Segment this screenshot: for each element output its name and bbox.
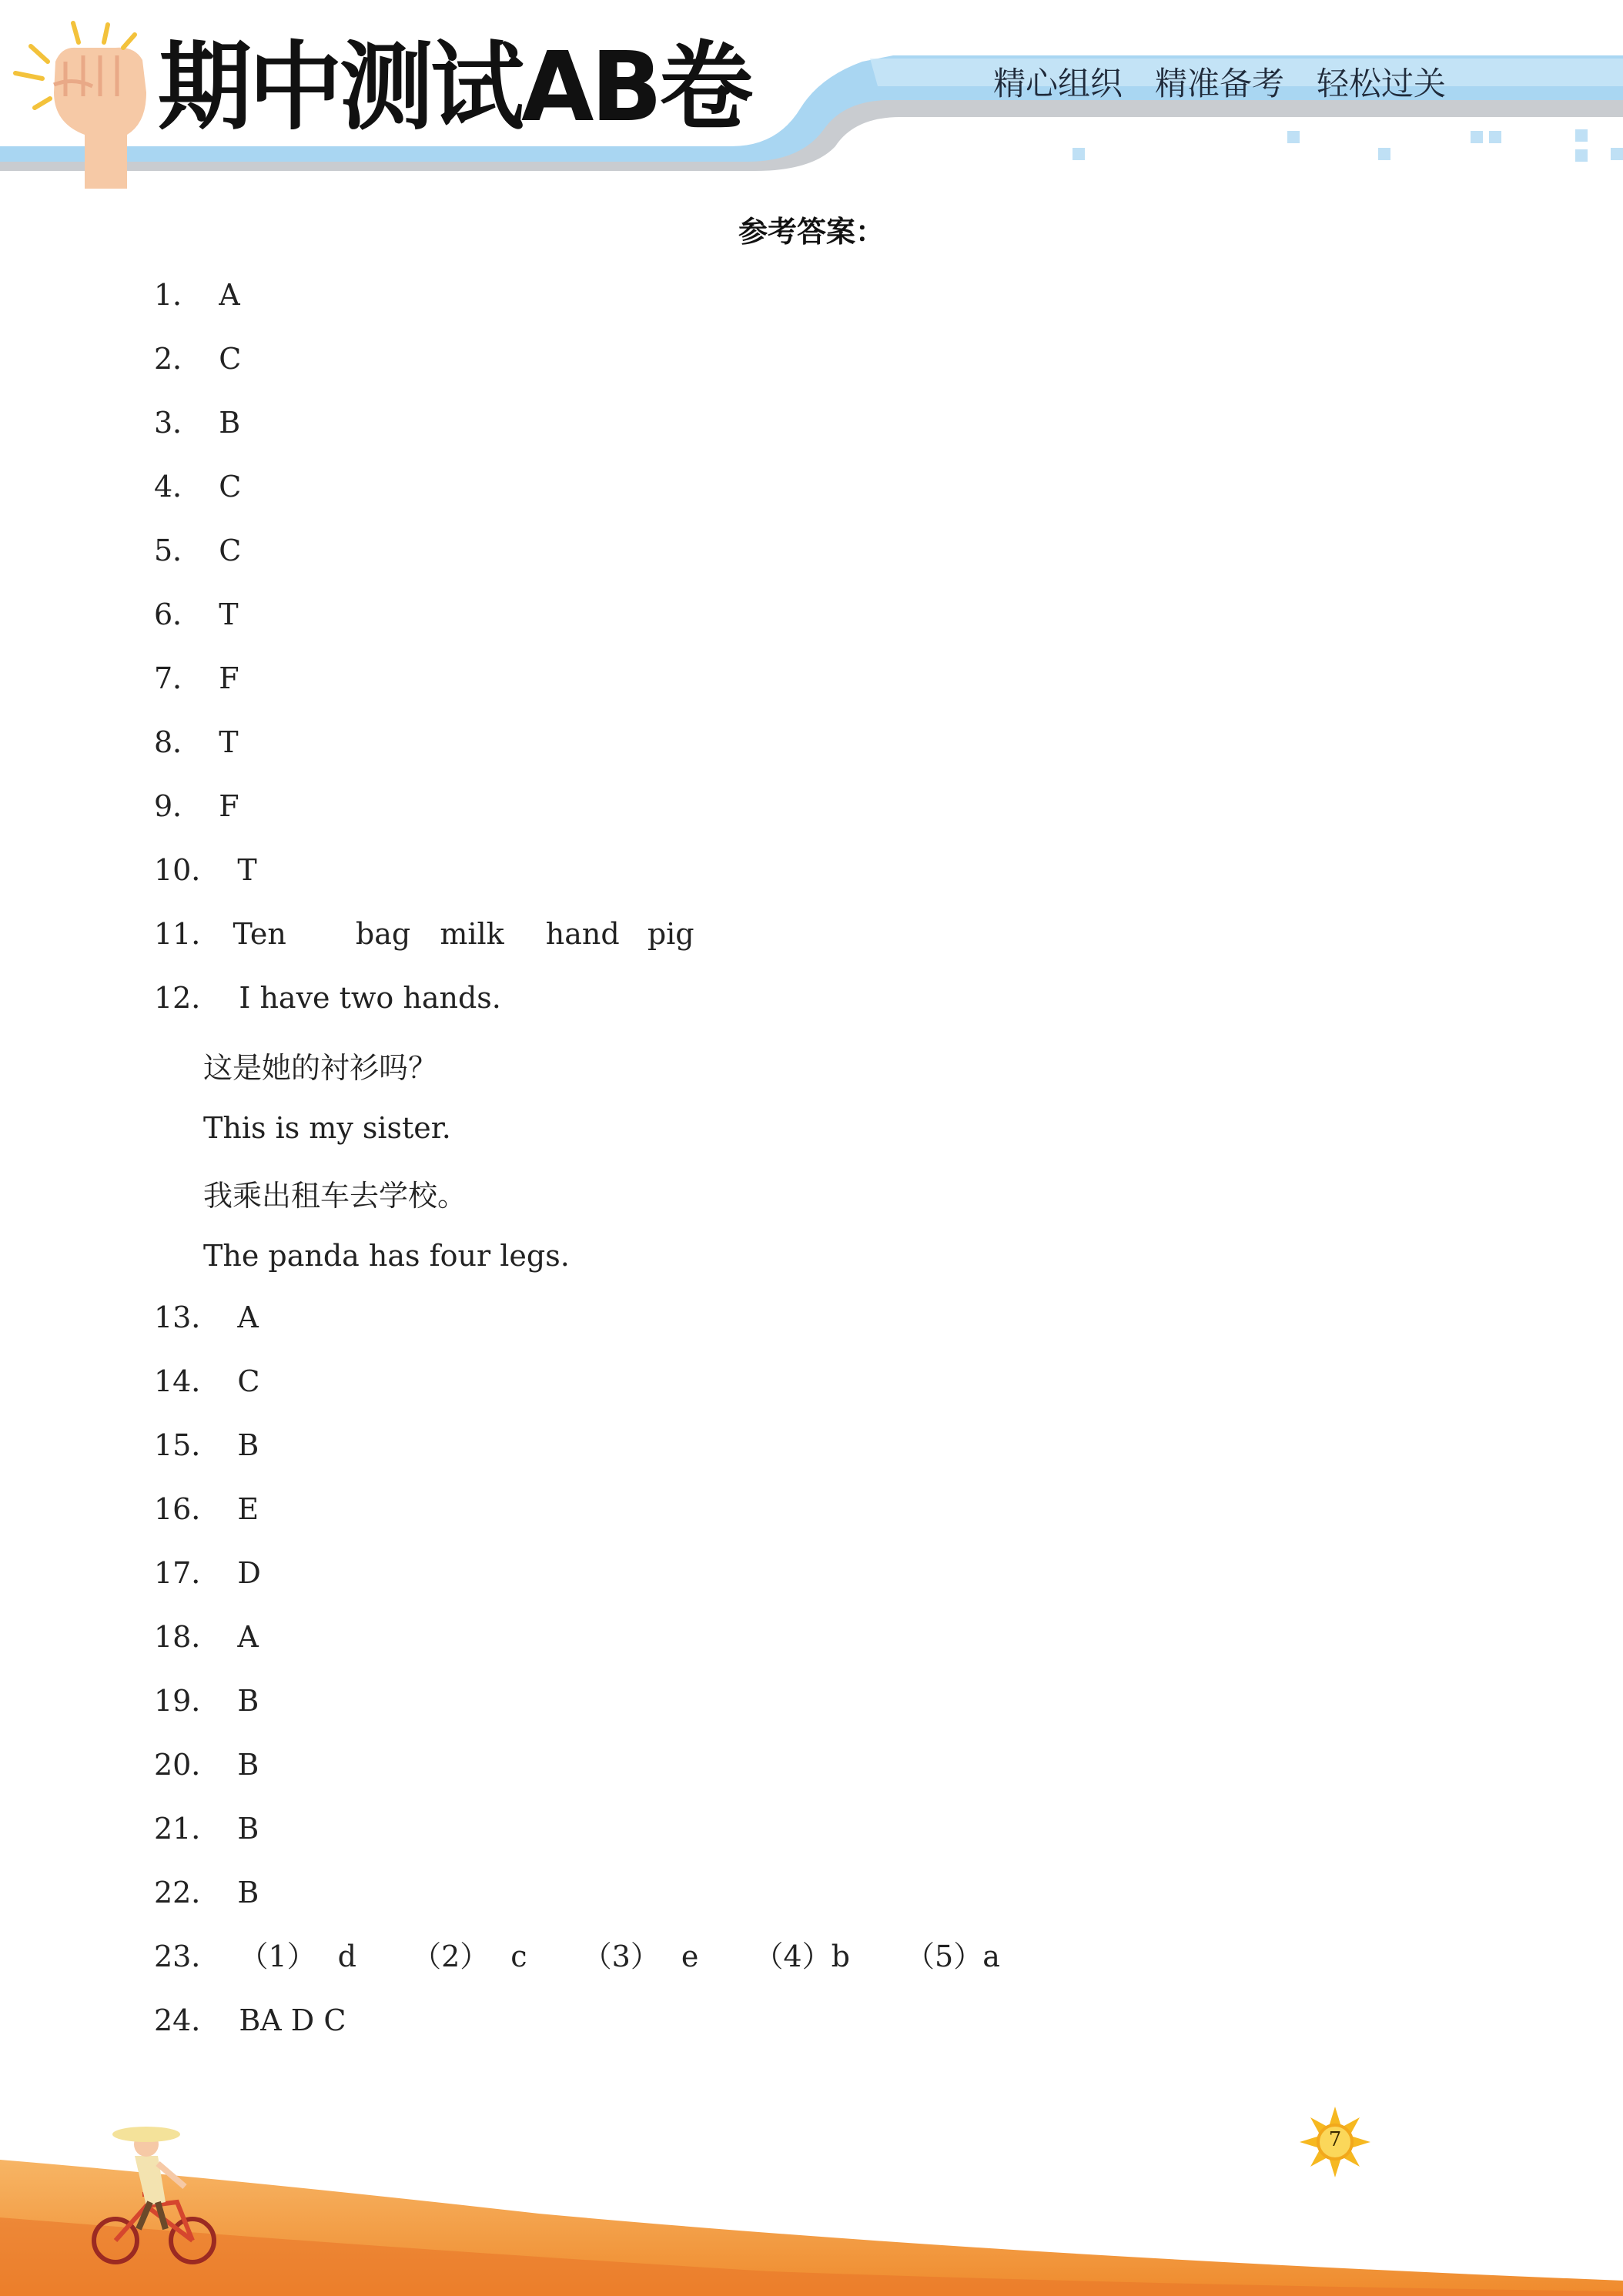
answer-word: Ten <box>233 917 286 951</box>
answer-text: I have two hands. <box>239 981 501 1015</box>
translation-line: The panda has four legs. <box>203 1239 570 1273</box>
answer-text: A <box>237 1620 259 1654</box>
answer-row <box>154 661 239 695</box>
part-value: e <box>681 1940 699 1973</box>
answer-row <box>154 1748 259 1782</box>
question-number: 4． <box>154 470 202 504</box>
slogan: 轻松过关 <box>1317 65 1447 102</box>
answer-text: B <box>237 1684 259 1718</box>
answer-row <box>154 536 241 565</box>
page-header <box>0 0 1623 200</box>
answer-text: A <box>237 1300 259 1334</box>
brand-title: 期中测试AB卷 <box>158 31 751 143</box>
answer-row <box>154 725 239 759</box>
answer-row <box>154 1364 260 1398</box>
answer-row <box>154 406 241 440</box>
answer-row <box>154 1558 261 1588</box>
part-value: c <box>510 1940 527 1973</box>
answer-row <box>154 1942 1000 1971</box>
answer-text: D <box>237 1556 261 1590</box>
question-number: 16． <box>154 1492 221 1526</box>
answer-row <box>154 981 501 1015</box>
answer-row <box>154 1300 259 1334</box>
answer-word: pig <box>647 917 694 951</box>
answer-row <box>154 1428 259 1462</box>
page-number: 7 <box>1328 2128 1342 2151</box>
question-number: 18． <box>154 1620 221 1654</box>
answer-row <box>154 919 694 949</box>
answer-text: T <box>219 725 239 759</box>
answer-text: BA D C <box>239 2003 346 2037</box>
question-number: 23． <box>154 1940 221 1973</box>
answer-text: C <box>219 342 242 376</box>
footer-banner <box>0 2079 1623 2296</box>
answer-row <box>154 597 239 631</box>
question-number: 24． <box>154 2003 221 2037</box>
page-footer <box>0 2079 1623 2296</box>
question-number: 14． <box>154 1364 221 1398</box>
part-label: （5） <box>905 1940 983 1973</box>
part-value: b <box>831 1940 850 1973</box>
question-number: 21． <box>154 1812 221 1846</box>
answer-text: F <box>219 789 239 823</box>
question-number: 2． <box>154 342 202 376</box>
answer-text: B <box>237 1812 259 1846</box>
question-number: 11． <box>154 917 221 951</box>
answer-row <box>154 1878 259 1907</box>
question-number: 22． <box>154 1876 221 1909</box>
answer-row <box>154 342 242 376</box>
answer-row <box>154 1622 259 1652</box>
part-label: （3） <box>582 1940 660 1973</box>
question-number: 19． <box>154 1684 221 1718</box>
question-number: 9． <box>154 789 202 823</box>
answer-text: C <box>219 470 242 504</box>
header-slogans <box>993 59 1478 105</box>
part-label: （2） <box>412 1940 490 1973</box>
answer-text: B <box>237 1428 259 1462</box>
answer-text: B <box>237 1748 259 1782</box>
answer-row <box>154 1494 259 1524</box>
answer-row <box>154 470 242 504</box>
answer-row <box>154 1812 259 1846</box>
part-value: a <box>982 1940 1000 1973</box>
answer-text: B <box>219 406 241 440</box>
answer-row <box>154 789 239 823</box>
answer-row <box>154 280 240 310</box>
answers-heading: 参考答案： <box>738 215 885 249</box>
part-label: （1） <box>239 1940 316 1973</box>
question-number: 17． <box>154 1556 221 1590</box>
slogan: 精心组织 <box>993 65 1123 102</box>
answer-text: A <box>219 278 240 312</box>
answer-word: milk <box>440 917 504 951</box>
answer-text: B <box>237 1876 259 1909</box>
part-label: （4） <box>754 1940 832 1973</box>
question-number: 1． <box>154 278 202 312</box>
answer-text: C <box>237 1364 260 1398</box>
question-number: 6． <box>154 597 202 631</box>
answer-word: bag <box>355 917 411 951</box>
answer-text: E <box>237 1492 259 1526</box>
answer-row <box>154 2003 346 2037</box>
question-number: 7． <box>154 661 202 695</box>
slogan: 精准备考 <box>1155 65 1285 102</box>
question-number: 12． <box>154 981 221 1015</box>
question-number: 8． <box>154 725 202 759</box>
translation-line: This is my sister. <box>203 1111 451 1145</box>
answer-text: T <box>237 853 257 887</box>
question-number: 15． <box>154 1428 221 1462</box>
translation-line: 我乘出租车去学校。 <box>203 1179 467 1213</box>
answer-row <box>154 1684 259 1718</box>
answer-word: hand <box>545 917 620 951</box>
question-number: 20． <box>154 1748 221 1782</box>
question-number: 5． <box>154 534 202 567</box>
part-value: d <box>337 1940 356 1973</box>
question-number: 13． <box>154 1300 221 1334</box>
question-number: 3． <box>154 406 202 440</box>
answer-text: T <box>219 597 239 631</box>
question-number: 10． <box>154 853 221 887</box>
answer-text: F <box>219 661 239 695</box>
translation-line: 这是她的衬衫吗？ <box>203 1051 438 1085</box>
answer-row <box>154 855 257 885</box>
answer-text: C <box>219 534 242 567</box>
